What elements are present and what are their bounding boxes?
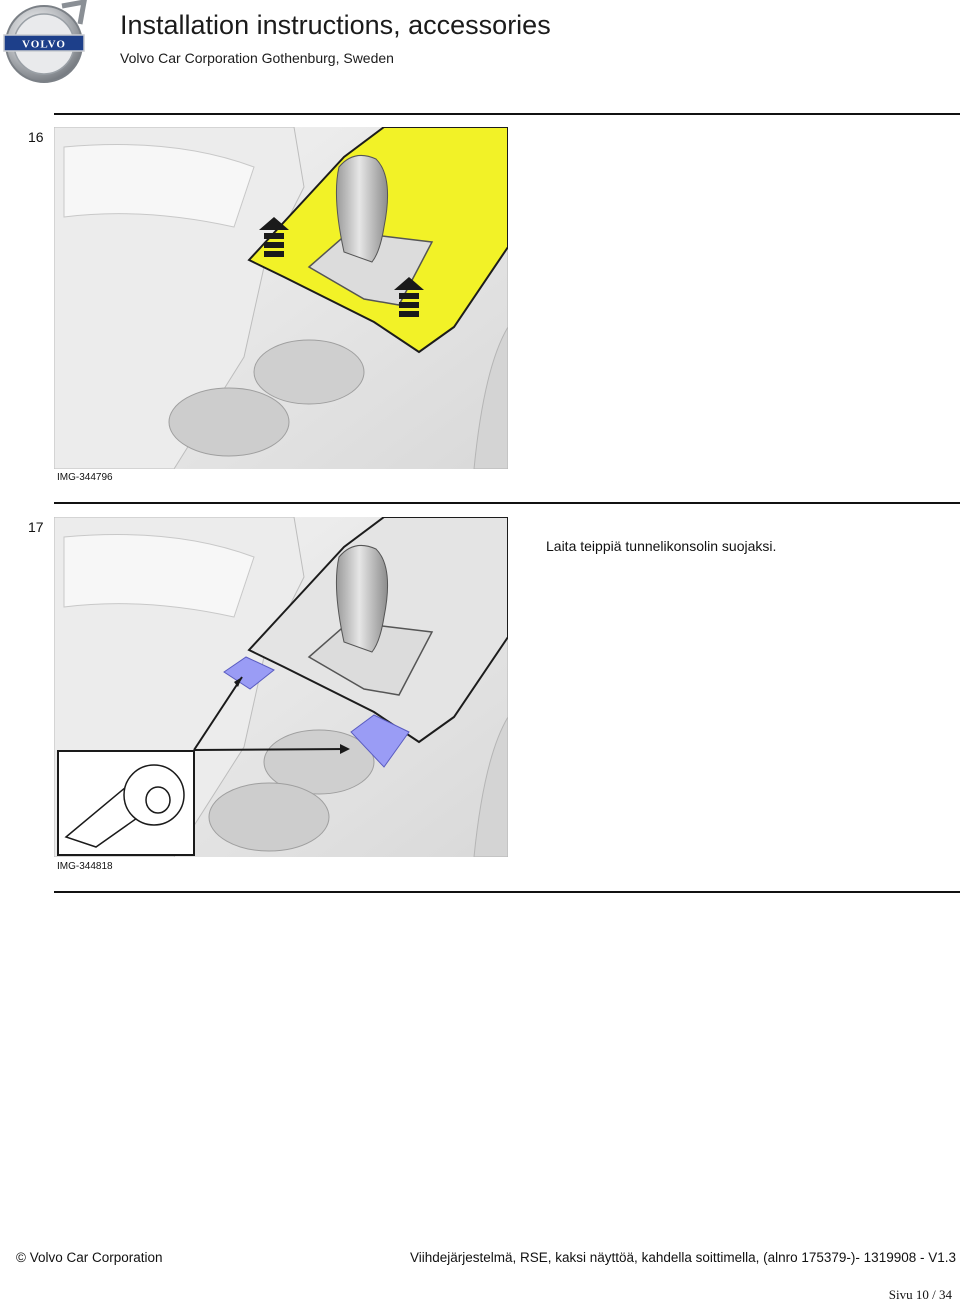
gear-shift-knob xyxy=(336,155,387,262)
footer-copyright: © Volvo Car Corporation xyxy=(16,1250,163,1265)
step-number: 17 xyxy=(28,519,44,535)
step-number: 16 xyxy=(28,129,44,145)
step-17-illustration xyxy=(54,517,508,857)
step-17-rule xyxy=(54,502,960,504)
footer-document-title: Viihdejärjestelmä, RSE, kaksi näyttöä, kahdella soittimella, (alnro 175379-)- 1319908 - V1.3 xyxy=(409,1250,956,1265)
page-title: Installation instructions, accessories xyxy=(120,10,551,40)
page-subtitle: Volvo Car Corporation Gothenburg, Sweden xyxy=(120,50,394,66)
page-number: Sivu 10 / 34 xyxy=(888,1287,952,1302)
image-id-caption: IMG-344818 xyxy=(57,861,113,872)
volvo-logo-icon xyxy=(0,0,90,86)
step-instruction: Laita teippiä tunnelikonsolin suojaksi. xyxy=(546,538,777,554)
step-end-rule xyxy=(54,891,960,893)
step-16-illustration xyxy=(54,127,508,469)
image-id-caption: IMG-344796 xyxy=(57,472,113,483)
logo-wordmark: VOLVO xyxy=(22,38,66,51)
step-16-rule xyxy=(54,113,960,115)
